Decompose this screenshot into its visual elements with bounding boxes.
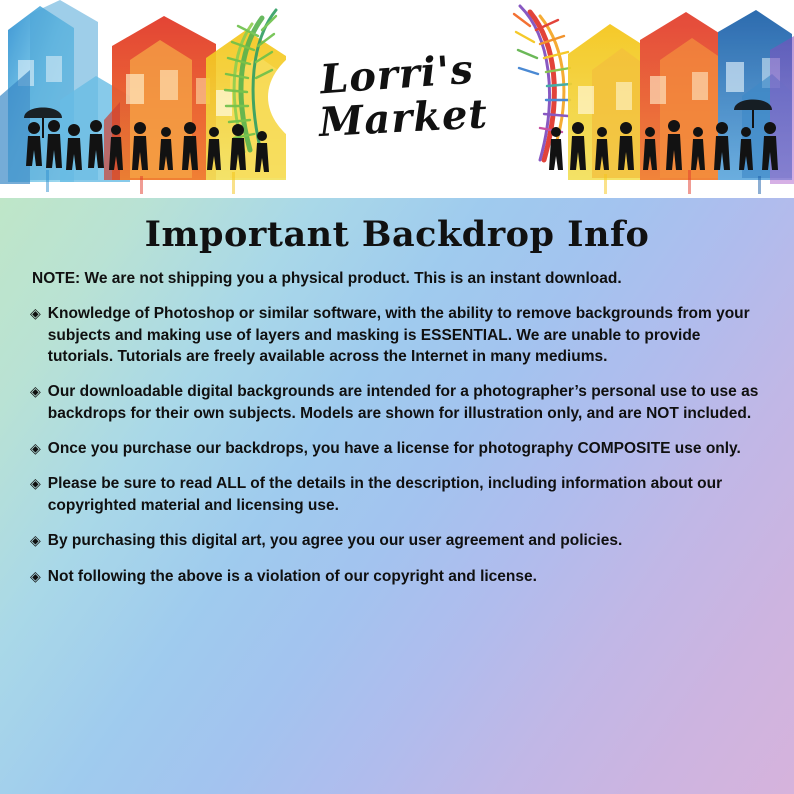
list-item — [30, 381, 764, 424]
info-panel — [0, 198, 794, 794]
list-item-text: Knowledge of Photoshop or similar software, with the ability to remove backgrounds from your subjects and making use of layers and masking is ESSENTIAL. We are unable to provide tutorials. Tutorials are freely available across the Internet in many mediums. — [47, 305, 750, 365]
list-item — [30, 438, 764, 459]
logo-line-1: Lorri's — [318, 45, 476, 104]
list-item — [30, 530, 764, 551]
list-item-text: Our downloadable digital backgrounds are intended for a photographer’s personal use to use as backdrops for their own subjects. Models are shown for illustration only, and are NOT included. — [47, 383, 759, 422]
list-item-text: By purchasing this digital art, you agree you our user agreement and policies. — [47, 532, 623, 550]
diamond-icon: ◈ — [30, 440, 41, 457]
logo-line-2: Market — [317, 90, 489, 147]
list-item — [30, 303, 764, 367]
diamond-icon: ◈ — [30, 383, 41, 400]
list-item-text: Please be sure to read ALL of the details in the description, including information about our copyrighted material and licensing use. — [47, 475, 723, 514]
list-item — [30, 566, 764, 587]
diamond-icon: ◈ — [30, 475, 41, 492]
diamond-icon: ◈ — [30, 532, 41, 549]
banner — [0, 0, 794, 198]
list-item-text: Once you purchase our backdrops, you have a license for photography COMPOSITE use only. — [47, 440, 741, 458]
list-item-text: Not following the above is a violation of our copyright and license. — [47, 567, 537, 585]
list-item — [30, 473, 764, 516]
page-title: Important Backdrop Info — [144, 214, 650, 255]
note-text: NOTE: We are not shipping you a physical product. This is an instant download. — [32, 270, 622, 287]
diamond-icon: ◈ — [30, 567, 41, 584]
diamond-icon: ◈ — [30, 305, 41, 322]
shop-logo — [268, 24, 526, 170]
